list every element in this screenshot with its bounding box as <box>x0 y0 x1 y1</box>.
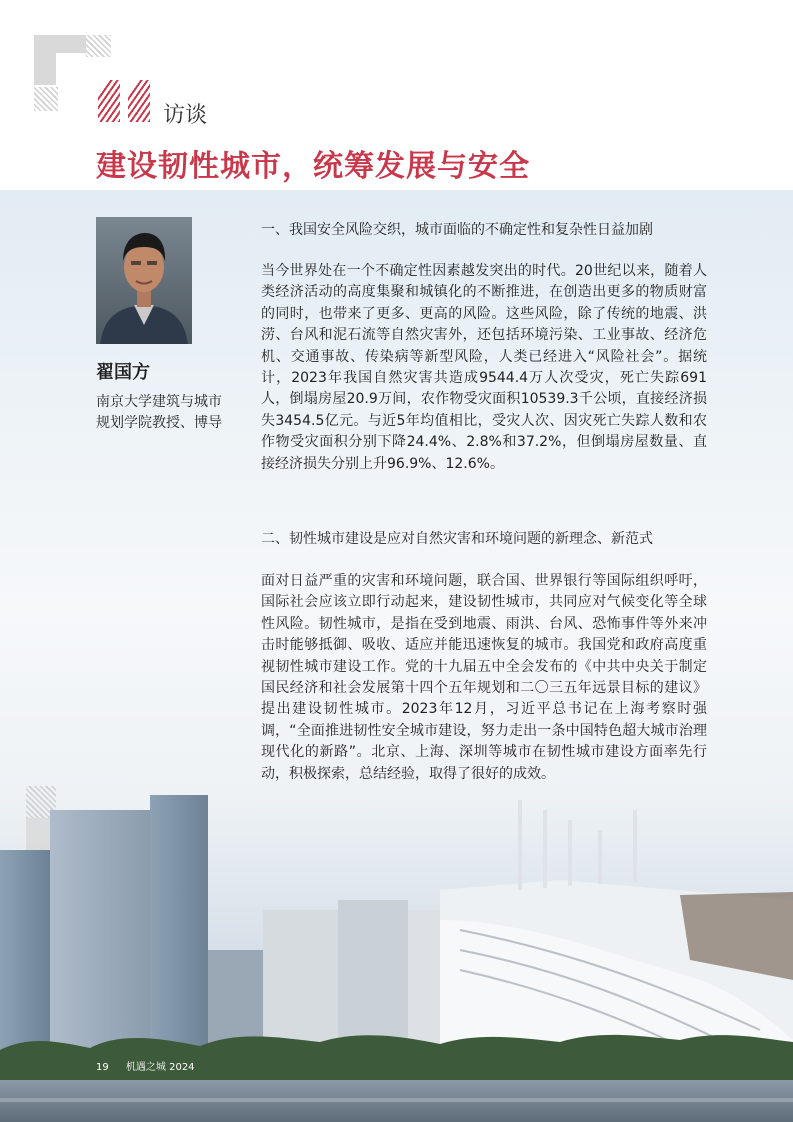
quote-mark-icon <box>128 80 150 122</box>
section-heading-2: 二、韧性城市建设是应对自然灾害和环境问题的新理念、新范式 <box>261 531 653 547</box>
author-affiliation: 南京大学建筑与城市规划学院教授、博导 <box>96 394 222 431</box>
author-name: 翟国方 <box>96 362 150 383</box>
section-label: 访谈 <box>163 103 208 128</box>
quote-mark-icon <box>98 80 120 122</box>
hatch-decoration-left <box>34 87 58 111</box>
hatch-decoration-top <box>86 35 111 57</box>
publication-name: 机遇之城 2024 <box>125 1062 195 1073</box>
corner-decoration-vertical <box>34 35 56 85</box>
page-footer <box>96 1058 209 1073</box>
author-photo <box>96 217 192 344</box>
section-body-2: 面对日益严重的灾害和环境问题，联合国、世界银行等国际组织呼吁，国际社会应该立即行动起来，建设韧性城市，共同应对气候变化等全球性风险。韧性城市，是指在受到地震、雨洪、台风、恐怖事件等外来冲击时能够抵御、吸收、适应并能迅速恢复的城市。我国党和政府高度重视韧性城市建设工作。党的十九届五中全会发布的《中共中央关于制定国民经济和社会发展第十四个五年规划和二〇三五年远景目标的建议》提出建设韧性城市。2023年12月，习近平总书记在上海考察时强调，“全面推进韧性安全城市建设，努力走出一条中国特色超大城市治理现代化的新路”。北京、上海、深圳等城市在韧性城市建设方面率先行动，积极探索，总结经验，取得了很好的成效。 <box>261 573 707 782</box>
section-heading-1: 一、我国安全风险交织，城市面临的不确定性和复杂性日益加剧 <box>261 222 653 238</box>
page-number: 19 <box>96 1062 109 1073</box>
page-title: 建设韧性城市，统筹发展与安全 <box>96 149 530 184</box>
section-body-1: 当今世界处在一个不确定性因素越发突出的时代。20世纪以来，随着人类经济活动的高度集聚和城镇化的不断推进，在创造出更多的物质财富的同时，也带来了更多、更高的风险。这些风险，除了传统的地震、洪涝、台风和泥石流等自然灾害外，还包括环境污染、工业事故、经济危机、交通事故、传染病等新型风险，人类已经进入“风险社会”。据统计，2023年我国自然灾害共造成9544.4万人次受灾，死亡失踪691人，倒塌房屋20.9万间，农作物受灾面积10539.3千公顷，直接经济损失3454.5亿元。与近5年均值相比，受灾人次、因灾死亡失踪人数和农作物受灾面积分别下降24.4%、2.8%和37.2%，但倒塌房屋数量、直接经济损失分别上升96.9%、12.6%。 <box>261 263 707 472</box>
